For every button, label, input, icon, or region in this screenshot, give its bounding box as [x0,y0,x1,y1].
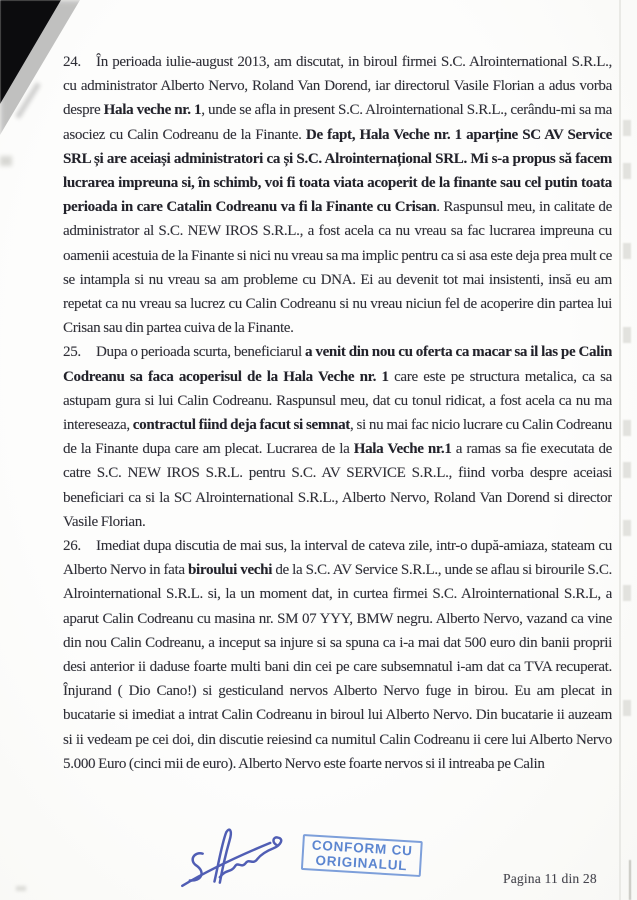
text-segment: care este pe structura metalica, ca sa astupam gura si lui Calin Codreanu. Raspunsul meu, dat cu tonul ridicat, a fost acela ca nu ma intereseaza, [63,368,612,434]
scan-bottom-right-line [629,860,631,900]
scan-edge-mark [623,420,631,436]
text-segment: , si nu mai fac nicio lucrare cu Calin Codreanu de la Finante dupa care am plecat. Lucrarea de la [63,417,612,458]
text-segment: . Raspunsul meu, in calitate de administrator al S.C. NEW IROS S.R.L., a fost acela ca nu vreau sa fac lucrarea impreuna cu oamenii acestuia de la Finante si nici nu vreau sa ma implic pentru ca si asa este deja prea mult ce se intampla si nu vreau sa am probleme cu DNA. Ei au devenit tot mai insistenti, insă eu am repetat ca nu vreau sa lucrez cu Calin Codreanu si nu vreau niciun fel de acoperire din partea lui Crisan sau din partea cuiva de la Finante. [63,199,612,337]
bold-text-segment: a venit din nou cu oferta ca macar sa il las pe Calin Codreanu sa faca acoperisul de la Hala Veche nr. 1 [63,344,612,385]
text-segment: a ramas sa fie executata de catre S.C. NEW IROS S.R.L. pentru S.C. AV SERVICE S.R.L., fiind vorba despre aceiasi beneficiari ca si la SC Alrointernational S.R.L., Alberto Nervo, Roland Van Dorend si director Vasile Florian. [63,441,612,530]
scan-edge-mark [623,163,631,179]
scan-left-smudge [0,156,12,166]
text-segment: Dupa o perioada scurta, beneficiarul [96,344,306,361]
scan-edge-mark [623,520,631,536]
text-segment: de la S.C. AV Service S.R.L., unde se aflau si birourile S.C. Alrointernational S.R.L. si, la un moment dat, in curtea firmei S.C. Alrointernational S.R.L, a aparut Calin Codreanu cu masina nr. SM 07 YYY, BMW negru. Alberto Nervo, vazand ca vine din nou Calin Codreanu, a inceput sa injure si sa spuna ca i-a mai dat 500 euro din banii proprii desi anterior ii daduse foarte multi bani din cei pe care subsemnatul i-am dat ca TVA recuperat. Înjurand ( Dio Cano!) si gesticuland nervos Alberto Nervo fuge in birou. Eu am plecat in bucatarie si imediat a intrat Calin Codreanu in biroul lui Alberto Nervo. Din bucatarie ii auzeam si ii vedeam pe cei doi, din discutie reiesind ca numitul Calin Codreanu ii cere lui Alberto Nervo 5.000 Euro (cinci mii de euro). Alberto Nervo este foarte nervos si il intreaba pe Calin [63,562,612,772]
bold-text-segment: contractul fiind deja facut si semnat [132,417,350,434]
scan-edge-mark [623,243,631,259]
paragraph-number: 25. [63,344,81,361]
bold-text-segment: Hala veche nr. 1 [103,102,202,119]
paragraph [63,50,612,340]
scan-edge-mark [623,585,631,601]
page-number: Pagina 11 din 28 [503,871,597,886]
document-text [63,50,612,842]
paragraph [63,534,612,776]
paragraph-number: 26. [63,538,81,555]
bold-text-segment: biroului vechi [188,562,273,579]
scan-edge-mark [623,120,631,136]
scan-right-edge-line [619,0,621,900]
stamp-line-2: ORIGINALUL [315,852,408,874]
scan-bottom-speck [16,886,26,891]
handwritten-signature-icon [178,824,296,894]
scan-edge-mark [623,462,631,478]
text-segment: În perioada iulie-august 2013, am discutat, in biroul firmei S.C. Alrointernational S.R.L., cu administrator Alberto Nervo, Roland Van Dorend, iar directorul Vasile Florian a adus vorba despre [63,54,612,119]
bold-text-segment: De fapt, Hala Veche nr. 1 aparține SC AV Service SRL și are aceiași administratori ca și S.C. Alrointernațional SRL. Mi s-a propus să facem lucrarea impreuna si, în schimb, voi fi toata viata acoperit de la finante sau cel putin toata perioada in care Catalin Codreanu va fi la Finante cu Crisan [63,126,612,216]
stamp-line-1: CONFORM CU [311,837,414,859]
bold-text-segment: Hala Veche nr.1 [353,441,452,458]
paragraph-number: 24. [63,54,81,70]
conform-cu-originalul-stamp [301,834,423,877]
paragraph [63,340,612,534]
scan-edge-mark [623,327,631,343]
text-segment: , unde se afla in present S.C. Alrointernational S.R.L., cerându-mi sa ma asociez cu Calin Codreanu de la Finante. [63,102,612,143]
text-segment: Imediat dupa discutia de mai sus, la interval de cateva zile, intr-o după-amiaza, stateam cu Alberto Nervo in fata [63,538,612,579]
scan-edge-mark [623,700,631,716]
